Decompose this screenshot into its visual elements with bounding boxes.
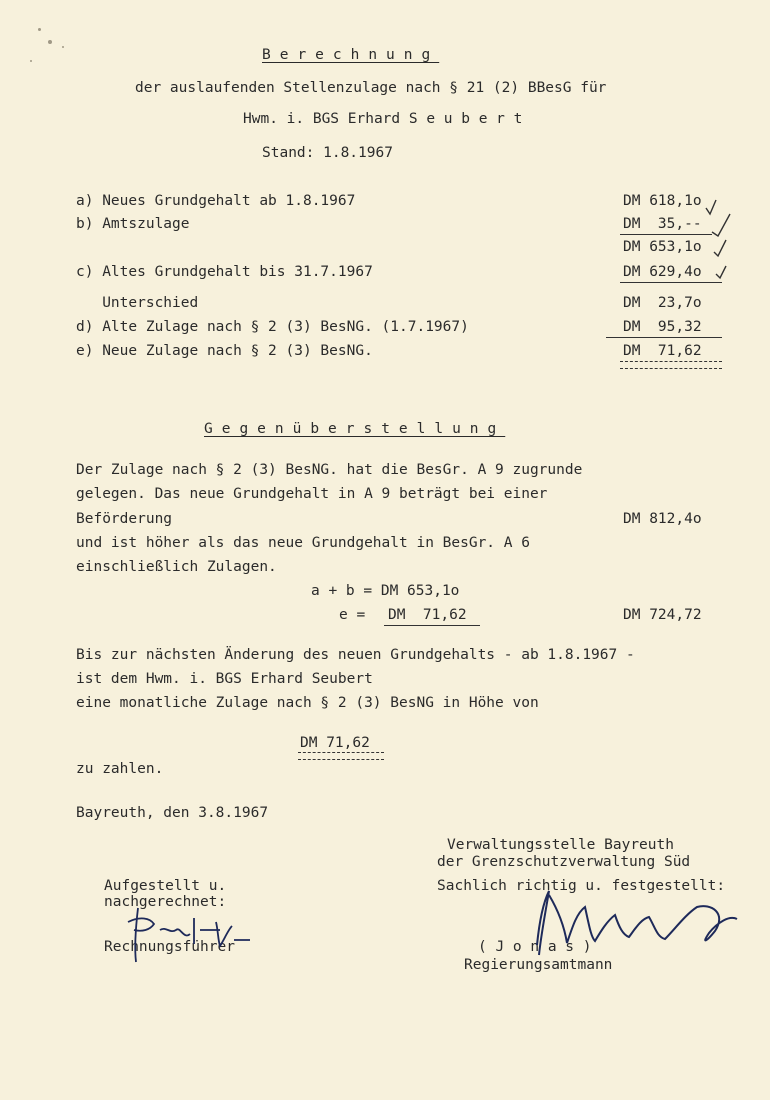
check-mark-icon bbox=[702, 192, 732, 282]
subtitle-line-2: Hwm. i. BGS Erhard S e u b e r t bbox=[243, 111, 523, 127]
subtitle-line-1: der auslaufenden Stellenzulage nach § 21 (2) BBesG für bbox=[135, 80, 607, 96]
double-underline bbox=[620, 361, 722, 369]
difference-label: Unterschied bbox=[76, 295, 199, 311]
difference-underline bbox=[620, 282, 722, 283]
comparison-line-5: einschließlich Zulagen. bbox=[76, 559, 277, 575]
comparison-line-2: gelegen. Das neue Grundgehalt in A 9 beträgt bei einer bbox=[76, 486, 548, 502]
stand-date: Stand: 1.8.1967 bbox=[262, 145, 393, 161]
conclusion-line-3: eine monatliche Zulage nach § 2 (3) BesNG in Höhe von bbox=[76, 695, 539, 711]
promotion-amount: DM 812,4o bbox=[623, 511, 702, 527]
official-role: Regierungsamtmann bbox=[464, 957, 613, 973]
subtotal-amount: DM 653,1o bbox=[623, 239, 702, 255]
paper-speck bbox=[38, 28, 41, 31]
calc-underline bbox=[384, 625, 480, 626]
place-date: Bayreuth, den 3.8.1967 bbox=[76, 805, 269, 821]
conclusion-line-1: Bis zur nächsten Änderung des neuen Grundgehalts - ab 1.8.1967 - bbox=[76, 647, 635, 663]
authority-line-2: der Grenzschutzverwaltung Süd bbox=[437, 854, 691, 870]
comparison-line-4: und ist höher als das neue Grundgehalt in BesGr. A 6 bbox=[76, 535, 530, 551]
comparison-line-3: Beförderung bbox=[76, 511, 173, 527]
authority-line-1: Verwaltungsstelle Bayreuth bbox=[447, 837, 674, 853]
conclusion-line-2: ist dem Hwm. i. BGS Erhard Seubert bbox=[76, 671, 373, 687]
accountant-role: Rechnungsführer bbox=[104, 939, 235, 955]
comparison-title: Gegenüberstellung bbox=[204, 421, 506, 437]
final-amount: DM 71,62 bbox=[300, 735, 370, 751]
authority-line-3: Sachlich richtig u. festgestellt: bbox=[437, 878, 726, 894]
conclusion-line-4: zu zahlen. bbox=[76, 761, 164, 777]
item-a-label: a) Neues Grundgehalt ab 1.8.1967 bbox=[76, 193, 356, 209]
difference-amount: DM 23,7o bbox=[623, 295, 702, 311]
prepared-by-line-2: nachgerechnet: bbox=[104, 894, 227, 910]
calc-total: DM 724,72 bbox=[623, 607, 702, 623]
prepared-by-line-1: Aufgestellt u. bbox=[104, 878, 227, 894]
calc-line-2-prefix: e = bbox=[339, 607, 374, 623]
final-amount-double-underline bbox=[298, 752, 384, 760]
paper-speck bbox=[62, 46, 64, 48]
sum-underline bbox=[620, 234, 712, 235]
item-d-amount: DM 95,32 bbox=[623, 319, 702, 335]
item-d-label: d) Alte Zulage nach § 2 (3) BesNG. (1.7.1967) bbox=[76, 319, 469, 335]
item-d-underline bbox=[606, 337, 722, 338]
paper-speck bbox=[30, 60, 32, 62]
calc-line-1: a + b = DM 653,1o bbox=[311, 583, 460, 599]
item-c-amount: DM 629,4o bbox=[623, 264, 702, 280]
comparison-line-1: Der Zulage nach § 2 (3) BesNG. hat die BesGr. A 9 zugrunde bbox=[76, 462, 583, 478]
document-title: Berechnung bbox=[262, 47, 440, 63]
accountant-signature bbox=[120, 900, 270, 970]
official-signature bbox=[515, 885, 745, 965]
item-c-label: c) Altes Grundgehalt bis 31.7.1967 bbox=[76, 264, 373, 280]
item-b-amount: DM 35,-- bbox=[623, 216, 702, 232]
calc-line-2-value: DM 71,62 bbox=[388, 607, 467, 623]
item-a-amount: DM 618,1o bbox=[623, 193, 702, 209]
item-e-amount: DM 71,62 bbox=[623, 343, 702, 359]
item-e-label: e) Neue Zulage nach § 2 (3) BesNG. bbox=[76, 343, 373, 359]
item-b-label: b) Amtszulage bbox=[76, 216, 190, 232]
official-name: ( J o n a s ) bbox=[478, 939, 592, 955]
paper-speck bbox=[48, 40, 52, 44]
